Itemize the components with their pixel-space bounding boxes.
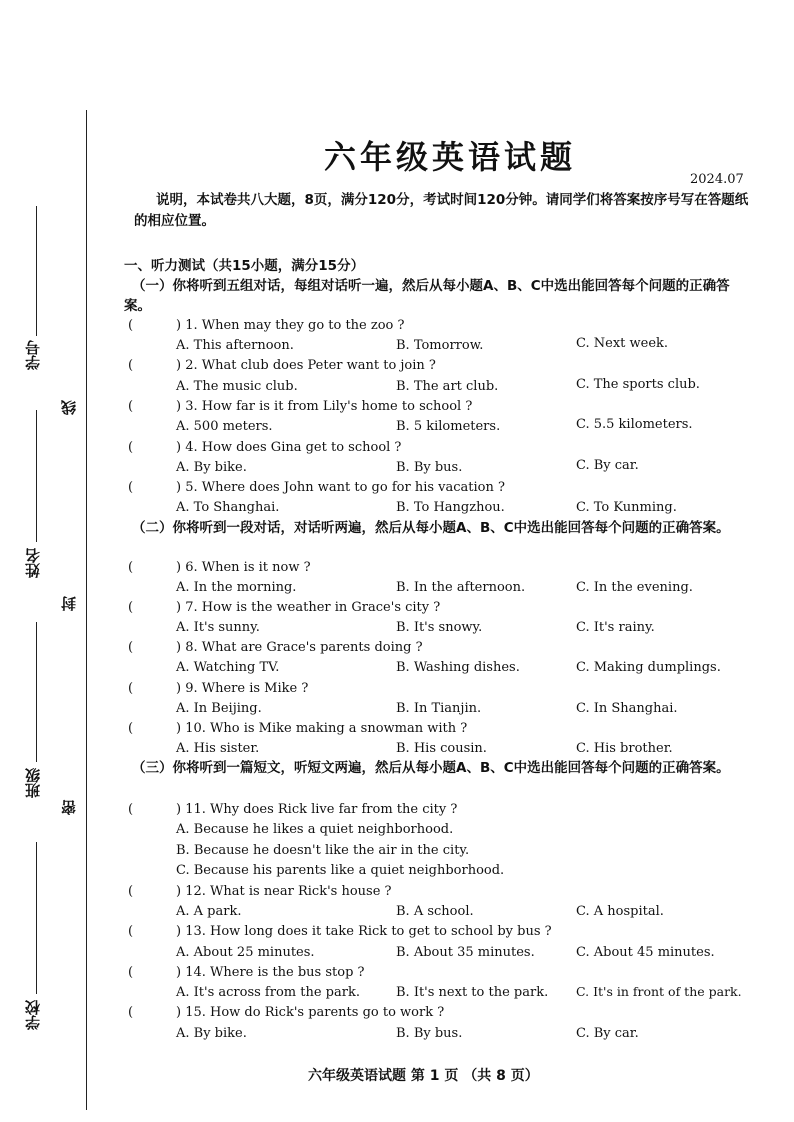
question-14: ( ) 14. Where is the bus stop ?: [128, 965, 365, 980]
option-a[interactable]: A. 500 meters.: [176, 419, 273, 434]
option-b[interactable]: B. In Tianjin.: [396, 701, 482, 716]
option-b[interactable]: B. It's snowy.: [396, 620, 483, 635]
page-title: 六年级英语试题: [324, 138, 577, 176]
part-1-instructions: （一）你将听到五组对话，每组对话听一遍，然后从每小题A、B、C中选出能回答每个问题的正确答案。: [124, 278, 730, 314]
page-footer: 六年级英语试题 第 1 页 （共 8 页）: [308, 1068, 539, 1084]
question-stem: ) 7. How is the weather in Grace's city ?: [176, 600, 441, 615]
option-a[interactable]: A. This afternoon.: [176, 338, 294, 353]
option-b[interactable]: B. It's next to the park.: [396, 985, 549, 1000]
school-blank[interactable]: [36, 842, 37, 994]
question-stem: ) 4. How does Gina get to school ?: [176, 440, 402, 455]
option-c[interactable]: C. To Kunming.: [576, 500, 677, 515]
option-a[interactable]: A. To Shanghai.: [176, 500, 280, 515]
seal-char-secret: 密: [60, 800, 78, 815]
seal-char-line: 线: [60, 400, 78, 415]
question-11: ( ) 11. Why does Rick live far from the city ?: [128, 802, 458, 817]
option-c[interactable]: C. The sports club.: [576, 377, 700, 392]
class-label: 班级: [24, 768, 42, 798]
question-8: ( ) 8. What are Grace's parents doing ?: [128, 640, 423, 655]
school-label: 学校: [24, 1000, 42, 1030]
question-stem: ) 10. Who is Mike making a snowman with ?: [176, 721, 468, 736]
option-b[interactable]: B. His cousin.: [396, 741, 487, 756]
exam-date: 2024.07: [690, 172, 744, 187]
binding-line: [86, 110, 87, 1110]
question-15: ( ) 15. How do Rick's parents go to work ?: [128, 1005, 445, 1020]
option-c[interactable]: C. Next week.: [576, 336, 669, 351]
option-c[interactable]: C. By car.: [576, 1026, 639, 1041]
name-label: 姓名: [24, 548, 42, 578]
option-c[interactable]: C. It's in front of the park.: [576, 984, 742, 999]
student-id-blank[interactable]: [36, 206, 37, 336]
question-12: ( ) 12. What is near Rick's house ?: [128, 884, 392, 899]
question-stem: ) 6. When is it now ?: [176, 560, 311, 575]
binding-margin: [0, 0, 100, 1122]
option-b[interactable]: B. About 35 minutes.: [396, 945, 535, 960]
option-c[interactable]: C. About 45 minutes.: [576, 945, 715, 960]
option-c[interactable]: C. By car.: [576, 458, 639, 473]
option-a[interactable]: A. A park.: [176, 904, 242, 919]
option-c[interactable]: C. In Shanghai.: [576, 701, 678, 716]
option-b[interactable]: B. By bus.: [396, 1026, 463, 1041]
option-a[interactable]: A. Watching TV.: [176, 660, 280, 675]
option-a[interactable]: A. His sister.: [176, 741, 260, 756]
option-a[interactable]: A. In the morning.: [176, 580, 297, 595]
part-2-instructions: （二）你将听到一段对话，对话听两遍，然后从每小题A、B、C中选出能回答每个问题的正确答案。: [132, 520, 730, 536]
question-1: ( ) 1. When may they go to the zoo ?: [128, 318, 405, 333]
question-9: ( ) 9. Where is Mike ?: [128, 681, 309, 696]
question-stem: ) 13. How long does it take Rick to get to school by bus ?: [176, 924, 552, 939]
question-stem: ) 14. Where is the bus stop ?: [176, 965, 365, 980]
option-a[interactable]: A. It's across from the park.: [176, 985, 360, 1000]
option-a[interactable]: A. In Beijing.: [176, 701, 262, 716]
option-b[interactable]: B. To Hangzhou.: [396, 500, 505, 515]
question-6: ( ) 6. When is it now ?: [128, 560, 311, 575]
option-b[interactable]: B. Washing dishes.: [396, 660, 520, 675]
option-a[interactable]: A. It's sunny.: [176, 620, 260, 635]
question-stem: ) 11. Why does Rick live far from the city ?: [176, 802, 458, 817]
question-stem: ) 3. How far is it from Lily's home to school ?: [176, 399, 473, 414]
option-b[interactable]: B. 5 kilometers.: [396, 419, 501, 434]
option-a[interactable]: A. About 25 minutes.: [176, 945, 315, 960]
option-c[interactable]: C. A hospital.: [576, 904, 664, 919]
question-stem: ) 2. What club does Peter want to join ?: [176, 358, 436, 373]
question-7: ( ) 7. How is the weather in Grace's city ?: [128, 600, 441, 615]
option-c[interactable]: C. It's rainy.: [576, 620, 655, 635]
question-13: ( ) 13. How long does it take Rick to get to school by bus ?: [128, 924, 552, 939]
student-id-label: 学号: [24, 340, 42, 370]
option-a[interactable]: A. By bike.: [176, 1026, 247, 1041]
section-1-title: 一、听力测试（共15小题，满分15分）: [124, 258, 365, 274]
question-stem: ) 12. What is near Rick's house ?: [176, 884, 392, 899]
question-2: ( ) 2. What club does Peter want to join ?: [128, 358, 436, 373]
option-b[interactable]: B. Tomorrow.: [396, 338, 484, 353]
question-3: ( ) 3. How far is it from Lily's home to school ?: [128, 399, 473, 414]
option-b[interactable]: B. A school.: [396, 904, 474, 919]
option-a[interactable]: A. Because he likes a quiet neighborhood.: [176, 822, 454, 837]
option-c[interactable]: C. 5.5 kilometers.: [576, 417, 693, 432]
part-3-instructions: （三）你将听到一篇短文，听短文两遍，然后从每小题A、B、C中选出能回答每个问题的正确答案。: [132, 760, 730, 776]
question-4: ( ) 4. How does Gina get to school ?: [128, 440, 402, 455]
option-b[interactable]: B. The art club.: [396, 379, 499, 394]
option-b[interactable]: B. In the afternoon.: [396, 580, 526, 595]
option-b[interactable]: B. By bus.: [396, 460, 463, 475]
question-stem: ) 1. When may they go to the zoo ?: [176, 318, 405, 333]
option-a[interactable]: A. By bike.: [176, 460, 247, 475]
option-b[interactable]: B. Because he doesn't like the air in the city.: [176, 843, 470, 858]
name-blank[interactable]: [36, 410, 37, 542]
question-stem: ) 15. How do Rick's parents go to work ?: [176, 1005, 445, 1020]
exam-instructions: 说明，本试卷共八大题，8页，满分120分，考试时间120分钟。请同学们将答案按序号写在答题纸的相应位置。: [134, 192, 749, 229]
option-c[interactable]: C. Because his parents like a quiet neighborhood.: [176, 863, 505, 878]
option-c[interactable]: C. In the evening.: [576, 580, 693, 595]
option-a[interactable]: A. The music club.: [176, 379, 298, 394]
option-c[interactable]: C. Making dumplings.: [576, 660, 721, 675]
question-5: ( ) 5. Where does John want to go for his vacation ?: [128, 480, 505, 495]
question-stem: ) 9. Where is Mike ?: [176, 681, 309, 696]
question-stem: ) 8. What are Grace's parents doing ?: [176, 640, 423, 655]
class-blank[interactable]: [36, 622, 37, 762]
seal-char-seal: 封: [60, 596, 78, 611]
option-c[interactable]: C. His brother.: [576, 741, 673, 756]
question-10: ( ) 10. Who is Mike making a snowman with ?: [128, 721, 468, 736]
question-stem: ) 5. Where does John want to go for his vacation ?: [176, 480, 505, 495]
